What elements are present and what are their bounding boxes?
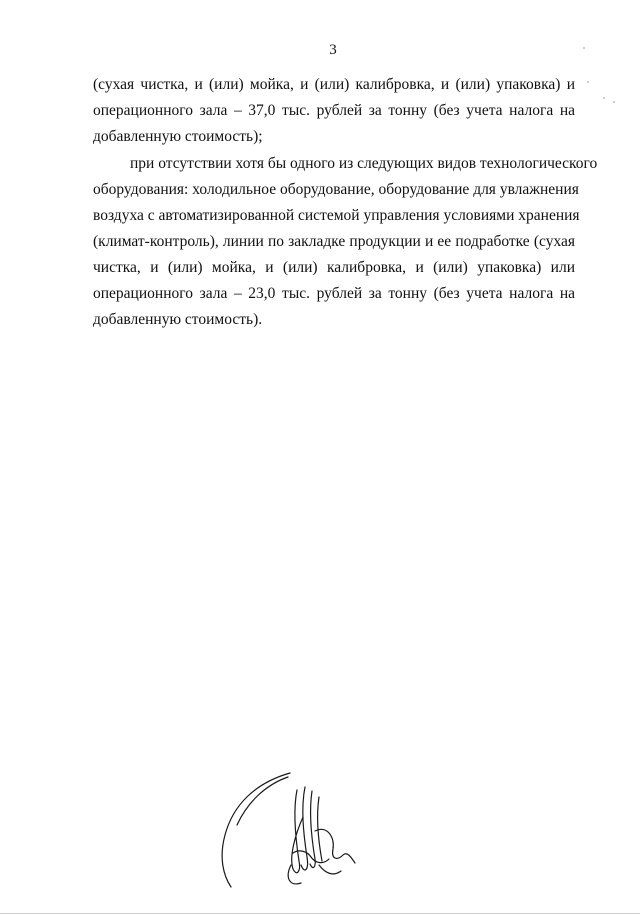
paragraph-2-line: оборудования: холодильное оборудование, оборудование для увлажнения	[93, 181, 579, 198]
paragraph-2-line: добавленную стоимость).	[93, 311, 263, 328]
scan-dot	[587, 81, 589, 83]
scan-dot	[583, 47, 585, 49]
page-bottom-edge	[0, 913, 640, 914]
paragraph-1-line: добавленную стоимость);	[93, 128, 263, 145]
signature-icon	[215, 765, 365, 895]
paragraph-2	[93, 151, 598, 333]
scan-dot	[603, 97, 605, 99]
scan-dot	[613, 101, 615, 103]
paragraph-2-line: операционного зала – 23,0 тыс. рублей за тонну (без учета налога на	[93, 285, 575, 302]
paragraph-2-line: при отсутствии хотя бы одного из следующих видов технологического	[130, 155, 598, 172]
paragraph-2-line: воздуха с автоматизированной системой управления условиями хранения	[93, 207, 580, 224]
paragraph-1-line: (сухая чистка, и (или) мойка, и (или) калибровка, и (или) упаковка) и	[93, 76, 575, 93]
paragraph-2-line: чистка, и (или) мойка, и (или) калибровка, и (или) упаковка) или	[93, 259, 575, 276]
page-number: 3	[329, 42, 337, 58]
paragraph-1-line: операционного зала – 37,0 тыс. рублей за тонну (без учета налога на	[93, 102, 575, 119]
paragraph-2-line: (климат-контроль), линии по закладке продукции и ее подработке (сухая	[93, 233, 575, 250]
paragraph-1	[93, 72, 575, 150]
